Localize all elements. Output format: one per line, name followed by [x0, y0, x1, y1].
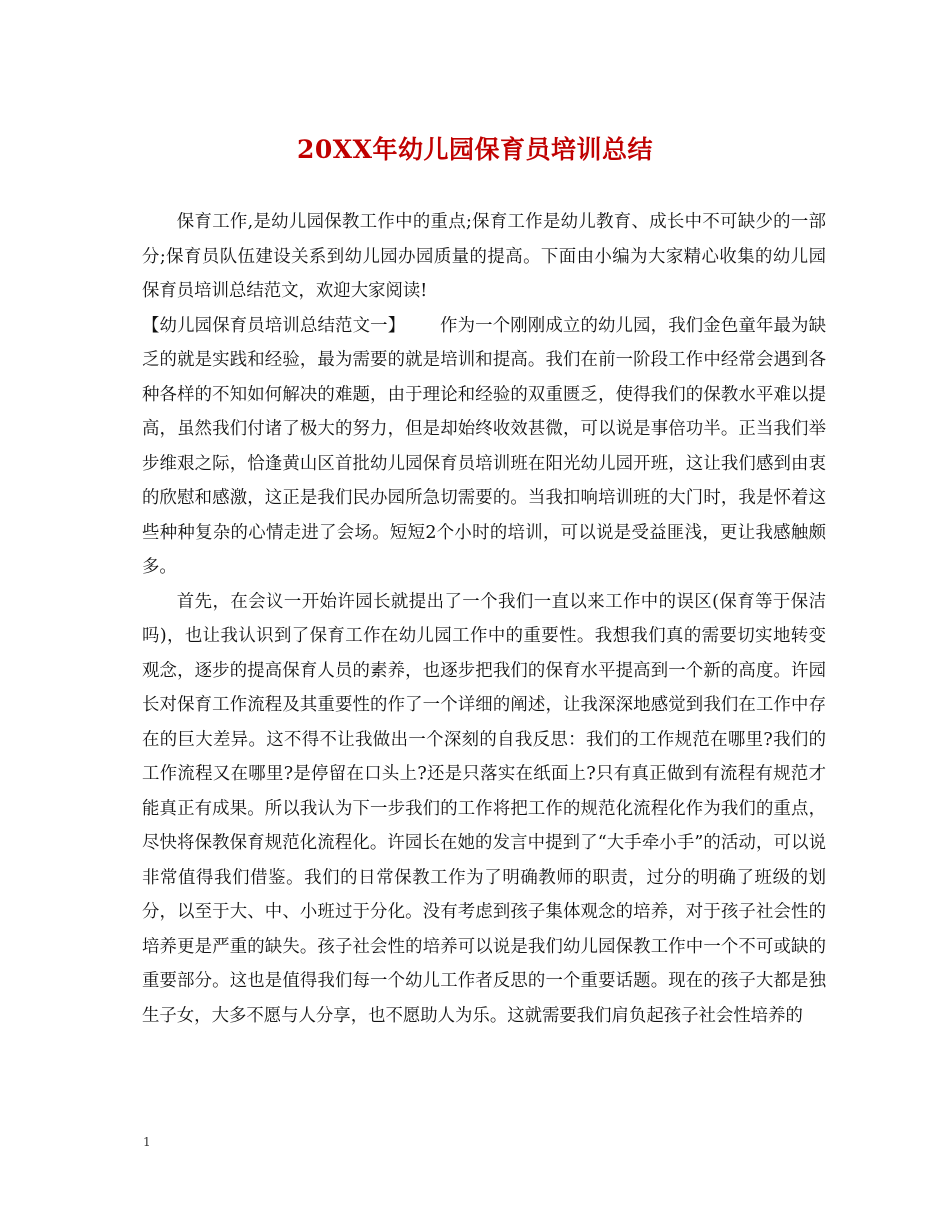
- intro-paragraph: 保育工作,是幼儿园保教工作中的重点;保育工作是幼儿教育、成长中不可缺少的一部分;保育员队伍建设关系到幼儿园办园质量的提高。下面由小编为大家精心收集的幼儿园保育员培训总结范文，欢迎大家阅读!: [142, 212, 826, 301]
- section1-first-paragraph: [142, 309, 826, 585]
- section1-heading: 【幼儿园保育员培训总结范文一】: [142, 315, 406, 336]
- document-body: [142, 205, 826, 1033]
- page-number: 1: [143, 1135, 151, 1149]
- section1-para1-text: 作为一个刚刚成立的幼儿园，我们金色童年最为缺乏的就是实践和经验，最为需要的就是培训和提高。我们在前一阶段工作中经常会遇到各种各样的不知如何解决的难题，由于理论和经验的双重匮乏，使得我们的保教水平难以提高，虽然我们付诸了极大的努力，但是却始终收效甚微，可以说是事倍功半。正当我们举步维艰之际，恰逢黄山区首批幼儿园保育员培训班在阳光幼儿园开班，这让我们感到由衷的欣慰和感激，这正是我们民办园所急切需要的。当我扣响培训班的大门时，我是怀着这些种种复杂的心情走进了会场。短短2个小时的培训，可以说是受益匪浅，更让我感触颇多。: [142, 315, 826, 577]
- section1-para2: 首先，在会议一开始许园长就提出了一个我们一直以来工作中的误区(保育等于保洁吗)，也让我认识到了保育工作在幼儿园工作中的重要性。我想我们真的需要切实地转变观念，逐步的提高保育人员的素养，也逐步把我们的保育水平提高到一个新的高度。许园长对保育工作流程及其重要性的作了一个详细的阐述，让我深深地感觉到我们在工作中存在的巨大差异。这不得不让我做出一个深刻的自我反思：我们的工作规范在哪里?我们的工作流程又在哪里?是停留在口头上?还是只落实在纸面上?只有真正做到有流程有规范才能真正有成果。所以我认为下一步我们的工作将把工作的规范化流程化作为我们的重点，尽快将保教保育规范化流程化。许园长在她的发言中提到了“大手牵小手”的活动，可以说非常值得我们借鉴。我们的日常保教工作为了明确教师的职责，过分的明确了班级的划分，以至于大、中、小班过于分化。没有考虑到孩子集体观念的培养，对于孩子社会性的培养更是严重的缺失。孩子社会性的培养可以说是我们幼儿园保教工作中一个不可或缺的重要部分。这也是值得我们每一个幼儿工作者反思的一个重要话题。现在的孩子大都是独生子女，大多不愿与人分享，也不愿助人为乐。这就需要我们肩负起孩子社会性培养的: [142, 591, 826, 1026]
- document-title: 20XX年幼儿园保育员培训总结: [296, 135, 654, 164]
